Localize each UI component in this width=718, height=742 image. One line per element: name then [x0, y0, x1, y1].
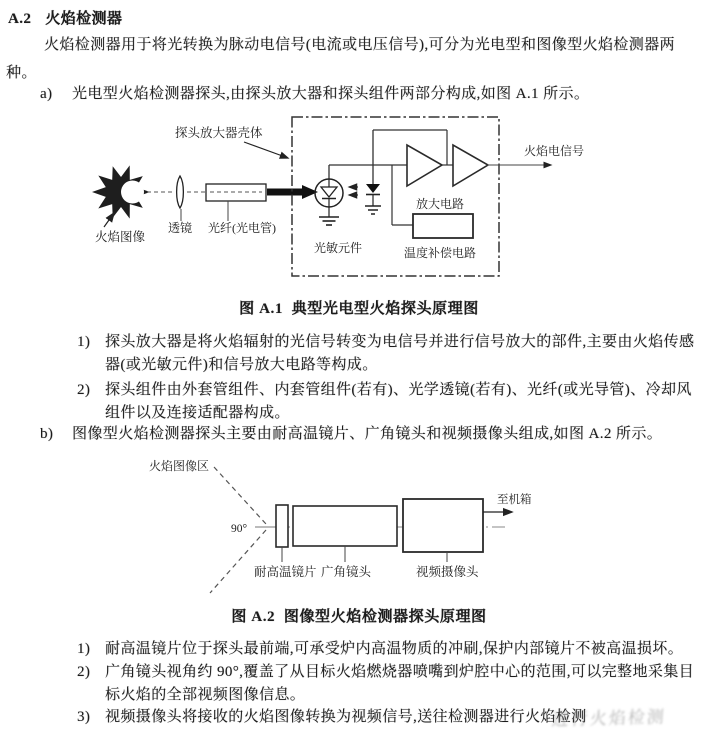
section-heading	[8, 7, 122, 28]
intro-paragraph: 火焰检测器用于将光转换为脉动电信号(电流或电压信号),可分为光电型和图像型火焰检测器两种。	[6, 37, 675, 81]
list-item-2	[77, 661, 695, 706]
temp-comp-box	[413, 214, 473, 238]
housing-leader-arrow	[244, 142, 288, 158]
list-item-text: 图像型火焰检测器探头主要由耐高温镜片、广角镜头和视频摄像头组成,如图 A.2 所示。	[72, 426, 663, 442]
list-item-text: 广角镜头视角约 90°,覆盖了从目标火焰燃烧器喷嘴到炉腔中心的范围,可以完整地采集目标火焰的全部视频图像信息。	[105, 664, 695, 703]
flame-icon	[92, 165, 150, 218]
wide-lens-rect	[293, 506, 397, 546]
scan-watermark: 进行火焰检测	[551, 707, 667, 730]
flame-pointer-arrow	[104, 213, 114, 227]
led-symbol	[365, 130, 381, 214]
figure-a2-caption: 图 A.2 图像型火焰检测器探头原理图	[231, 609, 487, 625]
list-item-text: 探头组件由外套管组件、内套管组件(若有)、光学透镜(若有)、光纤(或光导管)、冷却风组件以及连接适配器构成。	[105, 382, 692, 421]
list-marker: b)	[40, 426, 54, 442]
temp-comp-label: 温度补偿电路	[404, 246, 477, 260]
wide-lens-label: 广角镜头	[321, 565, 372, 579]
photodiode-ground	[319, 217, 339, 225]
fiber-label: 光纤(光电管)	[208, 221, 276, 235]
list-item-text: 探头放大器是将火焰辐射的光信号转变为电信号并进行信号放大的部件,主要由火焰传感器(或光敏元件)和信号放大电路等构成。	[105, 334, 695, 373]
list-item-b	[40, 423, 694, 446]
flame-label: 火焰图像	[95, 230, 146, 244]
image-zone-label: 火焰图像区	[149, 459, 210, 473]
list-item-text: 光电型火焰检测器探头,由探头放大器和探头组件两部分构成,如图 A.1 所示。	[72, 86, 590, 102]
angle-label: 90°	[231, 523, 248, 535]
list-item-1	[77, 638, 695, 661]
list-item-3	[77, 706, 695, 729]
camera-rect	[403, 499, 483, 552]
lens-shape	[177, 176, 184, 208]
figure-a2-image-probe-diagram	[0, 450, 718, 600]
sensor-label: 光敏元件	[314, 241, 363, 255]
lens-label: 透镜	[168, 221, 193, 235]
list-marker: 2)	[77, 664, 91, 680]
list-marker: 1)	[77, 641, 91, 657]
section-title: 火焰检测器	[45, 11, 123, 27]
light-coupling-arrows	[349, 187, 358, 195]
to-cabinet-label: 至机箱	[497, 494, 532, 506]
output-label: 火焰电信号	[524, 144, 585, 158]
list-item-text: 耐高温镜片位于探头最前端,可承受炉内高温物质的冲刷,保护内部镜片不被高温损坏。	[105, 641, 684, 657]
list-marker: a)	[40, 86, 53, 102]
section-number: A.2	[8, 11, 32, 27]
list-marker: 2)	[77, 382, 91, 398]
fiber-rect	[206, 184, 266, 201]
list-item-1	[77, 331, 695, 376]
amplifier-label: 放大电路	[416, 197, 465, 211]
camera-label: 视频摄像头	[416, 565, 479, 579]
photodiode-symbol	[315, 165, 343, 217]
housing-label: 探头放大器壳体	[175, 126, 263, 140]
list-marker: 3)	[77, 709, 91, 725]
list-marker: 1)	[77, 334, 91, 350]
ht-lens-label: 耐高温镜片	[254, 565, 317, 579]
figure-a1-caption: 图 A.1 典型光电型火焰探头原理图	[239, 301, 479, 317]
figure-a1-photoelectric-probe-diagram	[0, 105, 718, 297]
ht-lens-rect	[276, 505, 288, 547]
list-item-text: 视频摄像头将接收的火焰图像转换为视频信号,送往检测器进行火焰检测	[105, 709, 587, 725]
list-item-2	[77, 379, 695, 424]
list-item-a	[40, 83, 694, 106]
